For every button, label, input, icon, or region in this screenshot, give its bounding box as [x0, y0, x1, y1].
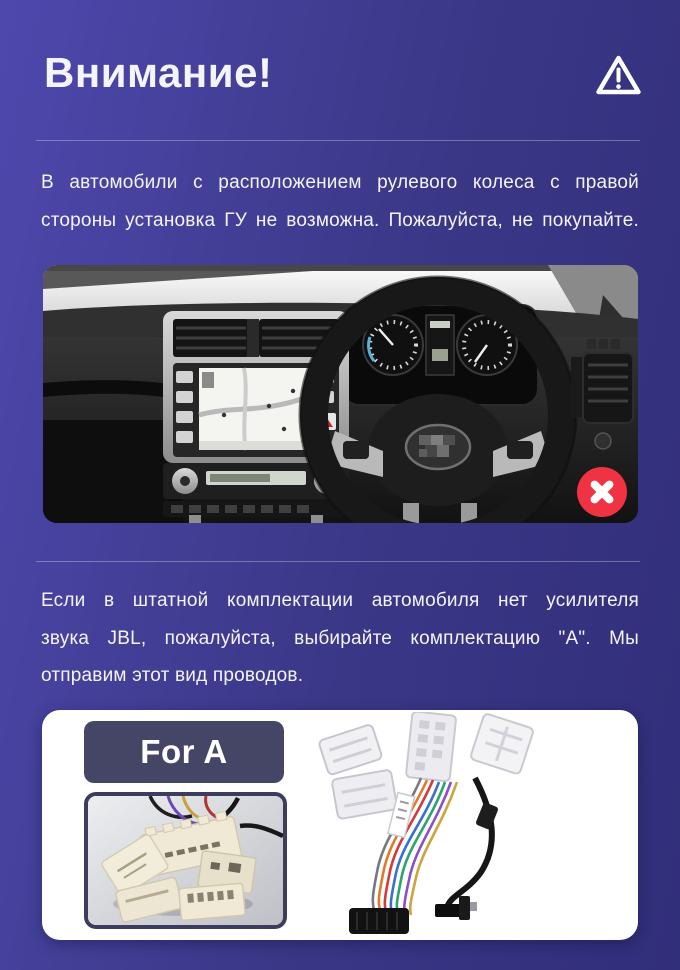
dashboard-illustration	[43, 265, 638, 523]
warning-text-line: отправим этот вид проводов.	[41, 665, 304, 686]
warning-text-rhd	[41, 164, 639, 239]
kit-card	[42, 710, 638, 940]
for-a-badge: For A	[84, 721, 284, 783]
warning-text-line: В автомобили с расположением рулевого колеса с правой	[41, 172, 639, 193]
divider	[36, 140, 640, 141]
page-title: Внимание!	[44, 49, 273, 96]
warning-text-line: Если в штатной комплектации автомобиля нет усилителя	[41, 590, 639, 611]
red-cross-icon	[577, 467, 627, 517]
warning-triangle-icon	[595, 54, 642, 97]
warning-text-jbl	[41, 582, 639, 695]
oem-connectors-photo	[84, 792, 287, 929]
divider	[36, 561, 640, 562]
rhd-dashboard-photo	[43, 265, 638, 523]
warning-text-line: стороны установка ГУ не возможна. Пожалуйста, не покупайте.	[41, 209, 639, 231]
warning-text-line: звука JBL, пожалуйста, выбирайте комплектацию "А". Мы	[41, 627, 639, 649]
wiring-harness-photo	[297, 712, 597, 938]
